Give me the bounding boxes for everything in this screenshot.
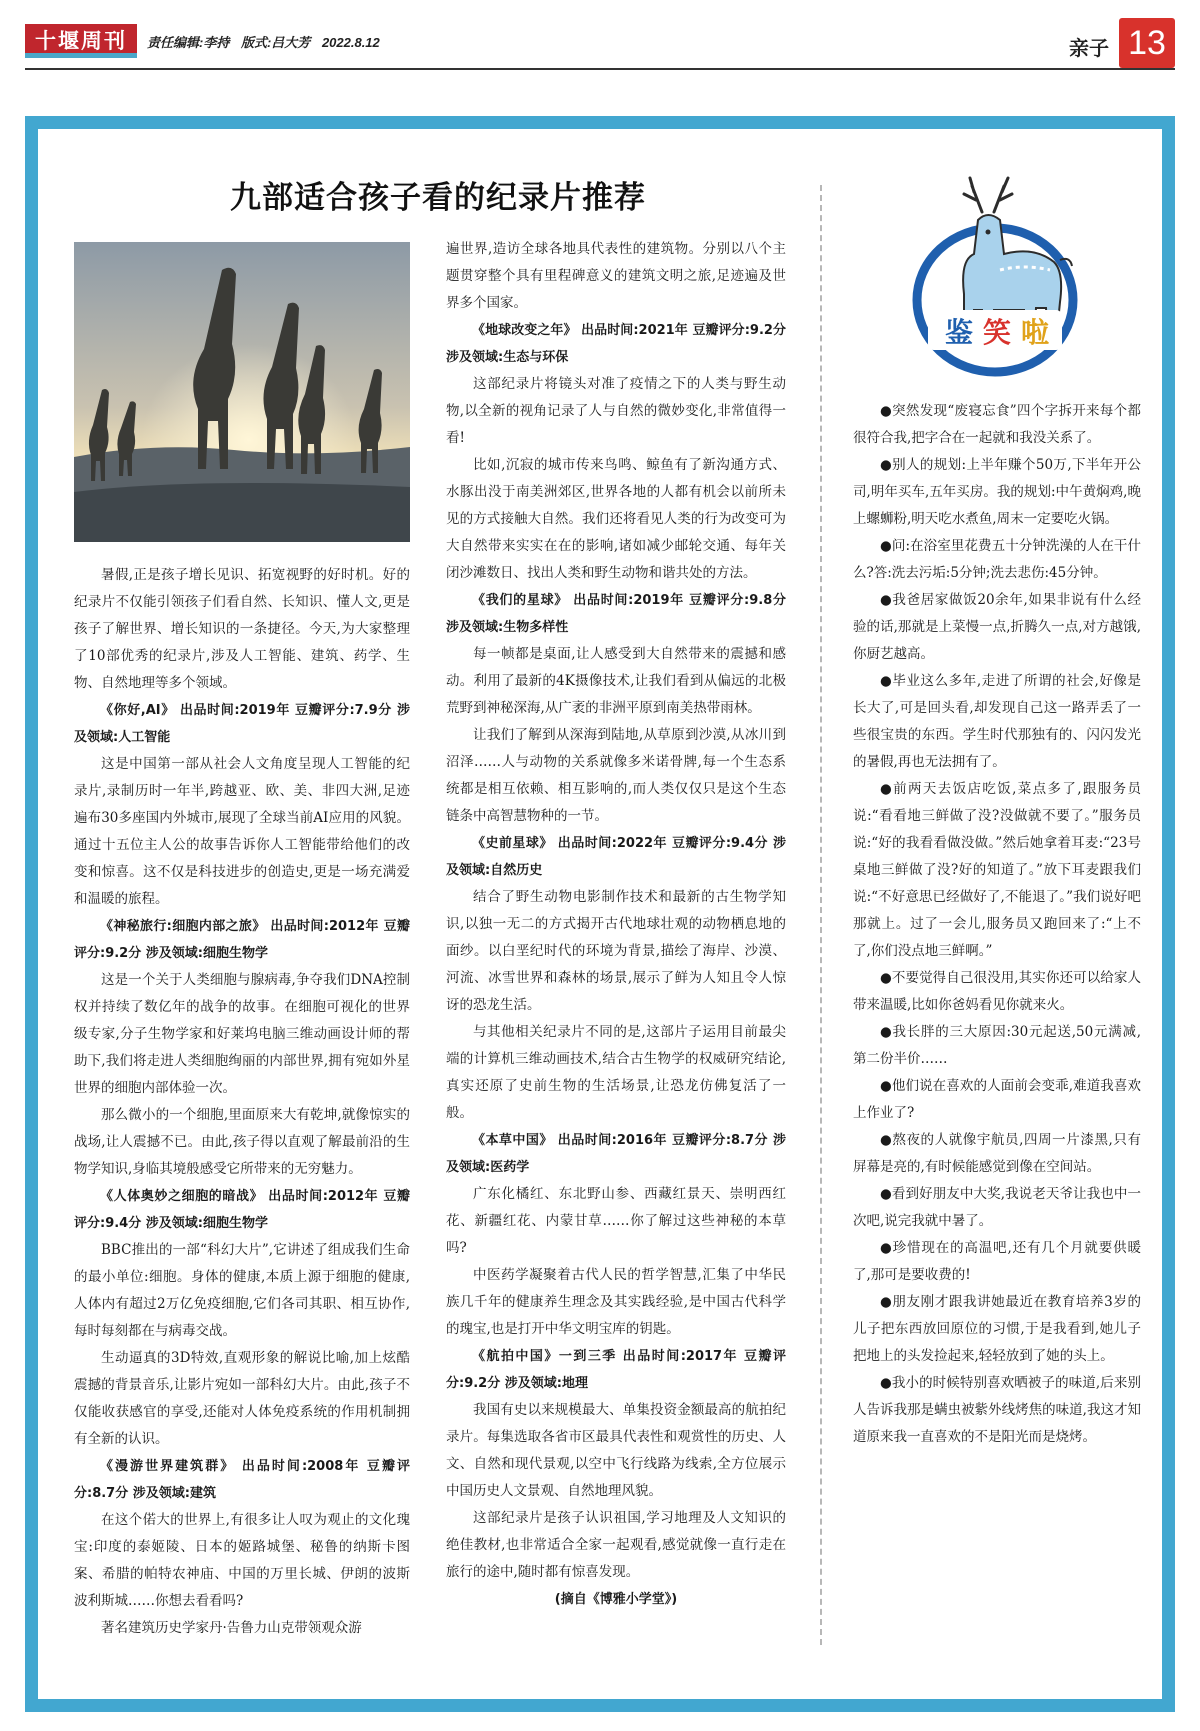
paragraph: 每一帧都是桌面,让人感受到大自然带来的震撼和感动。利用了最新的4K摄像技术,让我们看到从偏远的北极荒野到神秘深海,从广袤的非洲平原到南美热带雨林。 [446, 646, 786, 716]
logo-char-2: 笑 [983, 316, 1012, 349]
source-credit: (摘自《博雅小学堂》) [554, 1592, 678, 1607]
film-heading: 《史前星球》 出品时间:2022年 豆瓣评分:9.4分 涉及领域:自然历史 [446, 836, 786, 878]
film-heading: 《地球改变之年》 出品时间:2021年 豆瓣评分:9.2分 涉及领域:生态与环保 [446, 323, 786, 365]
film-heading: 《本草中国》 出品时间:2016年 豆瓣评分:8.7分 涉及领域:医药学 [446, 1133, 786, 1175]
paragraph-continued: 遍世界,造访全球各地具代表性的建筑物。分别以八个主题贯穿整个具有里程碑意义的建筑文明之旅,足迹遍及世界多个国家。 [446, 241, 786, 311]
credits [147, 32, 388, 51]
film-heading: 《我们的星球》 出品时间:2019年 豆瓣评分:9.8分 涉及领域:生物多样性 [446, 593, 786, 635]
joke-item: ●问:在浴室里花费五十分钟洗澡的人在干什么?答:洗去污垢:5分钟;洗去悲伤:45分钟。 [853, 538, 1141, 581]
film-heading: 《航拍中国》一到三季 出品时间:2017年 豆瓣评分:9.2分 涉及领域:地理 [446, 1349, 786, 1391]
paragraph: 这是中国第一部从社会人文角度呈现人工智能的纪录片,录制历时一年半,跨越亚、欧、美、非四大洲,足迹遍布30多座国内外城市,展现了全球当前AI应用的风貌。通过十五位主人公的故事告诉你人工智能带给他们的改变和惊喜。这不仅是科技进步的创造史,更是一场充满爱和温暖的旅程。 [74, 756, 410, 907]
film-heading: 《漫游世界建筑群》 出品时间:2008年 豆瓣评分:8.7分 涉及领域:建筑 [74, 1459, 410, 1501]
film-heading: 《你好,AI》 出品时间:2019年 豆瓣评分:7.9分 涉及领域:人工智能 [74, 703, 410, 745]
deer-icon [900, 160, 1090, 390]
article-column-2 [446, 236, 786, 1613]
paragraph: 广东化橘红、东北野山参、西藏红景天、崇明西红花、新疆红花、内蒙甘草……你了解过这些神秘的本草吗? [446, 1186, 786, 1256]
joke-item: ●我长胖的三大原因:30元起送,50元满减,第二份半价…… [853, 1024, 1141, 1067]
paragraph: 这是一个关于人类细胞与腺病毒,争夺我们DNA控制权并持续了数亿年的战争的故事。在细胞可视化的世界级专家,分子生物学家和好莱坞电脑三维动画设计师的帮助下,我们将走进人类细胞绚丽的内部世界,拥有宛如外星世界的细胞内部体验一次。 [74, 972, 410, 1096]
intro-paragraph: 暑假,正是孩子增长见识、拓宽视野的好时机。好的纪录片不仅能引领孩子们看自然、长知识、懂人文,更是孩子了解世界、增长知识的一条捷径。今天,为大家整理了10部优秀的纪录片,涉及人工智能、建筑、药学、生物、自然地理等多个领域。 [74, 567, 410, 691]
logo-char-3: 啦 [1021, 316, 1050, 349]
joke-item: ●朋友刚才跟我讲她最近在教育培养3岁的儿子把东西放回原位的习惯,于是我看到,她儿子把地上的头发捡起来,轻轻放到了她的头上。 [853, 1294, 1141, 1364]
page-number: 13 [1119, 18, 1175, 68]
paragraph: 生动逼真的3D特效,直观形象的解说比喻,加上炫酷震撼的背景音乐,让影片宛如一部科幻大片。由此,孩子不仅能收获感官的享受,还能对人体免疫系统的作用机制拥有全新的认识。 [74, 1350, 410, 1447]
film-heading: 《人体奥妙之细胞的暗战》 出品时间:2012年 豆瓣评分:9.4分 涉及领域:细胞生物学 [74, 1189, 410, 1231]
paragraph: 我国有史以来规模最大、单集投资金额最高的航拍纪录片。每集选取各省市区最具代表性和观赏性的历史、人文、自然和现代景观,以空中飞行线路为线索,全方位展示中国历史人文景观、自然地理风貌。 [446, 1402, 786, 1499]
paragraph: 著名建筑历史学家丹·告鲁力山克带领观众游 [101, 1620, 362, 1636]
paragraph: 让我们了解到从深海到陆地,从草原到沙漠,从冰川到沼泽……人与动物的关系就像多米诺骨牌,每一个生态系统都是相互依赖、相互影响的,而人类仅仅只是这个生态链条中高智慧物种的一节。 [446, 727, 786, 824]
joke-item: ●他们说在喜欢的人面前会变乖,难道我喜欢上作业了? [853, 1078, 1141, 1121]
dinosaur-photo [74, 242, 410, 542]
joke-item: ●看到好朋友中大奖,我说老天爷让我也中一次吧,说完我就中暑了。 [853, 1186, 1141, 1229]
joke-item: ●珍惜现在的高温吧,还有几个月就要供暖了,那可是要收费的! [853, 1240, 1141, 1283]
paper-logo [25, 24, 137, 58]
section-name: 亲子 [1069, 36, 1109, 60]
paragraph: 比如,沉寂的城市传来鸟鸣、鲸鱼有了新沟通方式、水豚出没于南美洲郊区,世界各地的人都有机会以前所未见的方式接触大自然。我们还将看见人类的行为改变可为大自然带来实实在在的影响,诸如减少邮轮交通、每年关闭沙滩数日、找出人类和野生动物和谐共处的方法。 [446, 457, 786, 581]
column-divider [820, 185, 822, 1645]
joke-item: ●别人的规划:上半年赚个50万,下半年开公司,明年买车,五年买房。我的规划:中午黄焖鸡,晚上螺蛳粉,明天吃水煮鱼,周末一定要吃火锅。 [853, 457, 1141, 527]
joke-item: ●突然发现“废寝忘食”四个字拆开来每个都很符合我,把字合在一起就和我没关系了。 [853, 403, 1141, 446]
film-heading: 《神秘旅行:细胞内部之旅》 出品时间:2012年 豆瓣评分:9.2分 涉及领域:细胞生物学 [74, 919, 410, 961]
article-headline: 九部适合孩子看的纪录片推荐 [230, 180, 646, 216]
logo-underline [25, 53, 137, 58]
masthead-rule [25, 68, 1175, 70]
jokes-logo [900, 160, 1090, 390]
joke-item: ●不要觉得自己很没用,其实你还可以给家人带来温暖,比如你爸妈看见你就来火。 [853, 970, 1141, 1013]
paragraph: 中医药学凝聚着古代人民的哲学智慧,汇集了中华民族几千年的健康养生理念及其实践经验,是中国古代科学的瑰宝,也是打开中华文明宝库的钥匙。 [446, 1267, 786, 1337]
paragraph: 在这个偌大的世界上,有很多让人叹为观止的文化瑰宝:印度的泰姬陵、日本的姬路城堡、秘鲁的纳斯卡图案、希腊的帕特农神庙、中国的万里长城、伊朗的波斯波利斯城……你想去看看吗? [74, 1512, 410, 1609]
logo-char-1: 鉴 [945, 316, 974, 349]
article-column-1 [74, 562, 410, 1642]
paragraph: 与其他相关纪录片不同的是,这部片子运用目前最尖端的计算机三维动画技术,结合古生物学的权威研究结论,真实还原了史前生物的生活场景,让恐龙仿佛复活了一般。 [446, 1024, 786, 1121]
layout-credit: 版式:吕大芳 [240, 35, 311, 50]
paragraph: 这部纪录片将镜头对准了疫情之下的人类与野生动物,以全新的视角记录了人与自然的微妙变化,非常值得一看! [446, 376, 786, 446]
joke-item: ●我小的时候特别喜欢晒被子的味道,后来别人告诉我那是螨虫被紫外线烤焦的味道,我这才知道原来我一直喜欢的不是阳光而是烧烤。 [853, 1375, 1141, 1445]
paper-name: 十堰周刊 [35, 29, 127, 53]
paragraph: 结合了野生动物电影制作技术和最新的古生物学知识,以独一无二的方式揭开古代地球壮观的动物栖息地的面纱。以白垩纪时代的环境为背景,描绘了海岸、沙漠、河流、冰雪世界和森林的场景,展示了鲜为人知且令人惊讶的恐龙生活。 [446, 889, 786, 1013]
paragraph: 那么微小的一个细胞,里面原来大有乾坤,就像惊实的战场,让人震撼不已。由此,孩子得以直观了解最前沿的生物学知识,身临其境般感受它所带来的无穷魅力。 [74, 1107, 410, 1177]
joke-item: ●我爸居家做饭20余年,如果非说有什么经验的话,那就是上菜慢一点,折腾久一点,对方越饿,你厨艺越高。 [853, 592, 1141, 662]
editor-credit: 责任编辑:李持 [147, 35, 230, 50]
paragraph: 这部纪录片是孩子认识祖国,学习地理及人文知识的绝佳教材,也非常适合全家一起观看,感觉就像一直行走在旅行的途中,随时都有惊喜发现。 [446, 1510, 786, 1580]
masthead [25, 18, 1175, 68]
joke-item: ●熬夜的人就像宇航员,四周一片漆黑,只有屏幕是亮的,有时候能感觉到像在空间站。 [853, 1132, 1141, 1175]
dinosaur-illustration [74, 242, 410, 542]
joke-item: ●前两天去饭店吃饭,菜点多了,跟服务员说:“看看地三鲜做了没?没做就不要了。”服务员说:“好的我看看做没做。”然后她拿着耳麦:“23号桌地三鲜做了没?好的知道了。”放下耳麦跟我们说:“不好意思已经做好了,不能退了。”我们说好吧那就上。过了一会儿,服务员又跑回来了:“上不了,你们没点地三鲜啊。” [853, 781, 1141, 959]
jokes-column [853, 398, 1141, 1451]
joke-item: ●毕业这么多年,走进了所谓的社会,好像是长大了,可是回头看,却发现自己这一路弄丢了一些很宝贵的东西。学生时代那独有的、闪闪发光的暑假,再也无法拥有了。 [853, 673, 1141, 770]
issue-date: 2022.8.12 [321, 35, 380, 50]
paragraph: BBC推出的一部“科幻大片”,它讲述了组成我们生命的最小单位:细胞。身体的健康,本质上源于细胞的健康,人体内有超过2万亿免疫细胞,它们各司其职、相互协作,每时每刻都在与病毒交战。 [74, 1242, 410, 1339]
